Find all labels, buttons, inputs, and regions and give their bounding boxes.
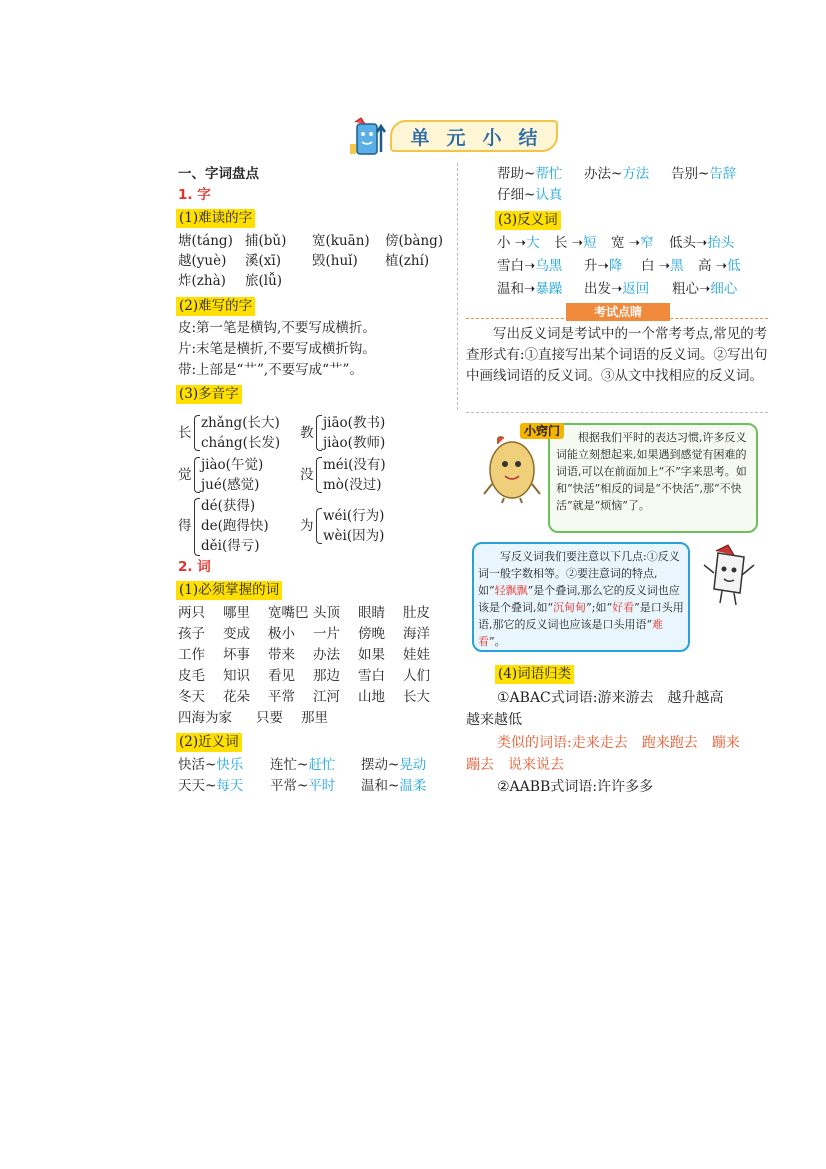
note-segment: ”;如“ xyxy=(586,601,613,614)
answer-word: 暴躁 xyxy=(535,281,563,297)
poly-reading: dé(获得) xyxy=(201,498,256,514)
word: 孩子 xyxy=(178,626,205,642)
pinyin-item: 越(yuè) xyxy=(178,253,227,269)
answer-word: 黑 xyxy=(670,258,684,274)
word: 那边 xyxy=(313,668,340,684)
word: 那里 xyxy=(301,710,328,726)
similar-words xyxy=(497,733,740,753)
brace xyxy=(316,508,322,544)
abac-line-cont: 越来越低 xyxy=(466,712,522,728)
word: 仔细~ xyxy=(497,187,536,203)
note-highlight: 沉甸甸 xyxy=(553,601,587,614)
word: 人们 xyxy=(403,668,430,684)
word: 告别~ xyxy=(671,166,710,182)
hard-write-tag-text: (2)难写的字 xyxy=(176,297,255,316)
word: 两只 xyxy=(178,605,205,621)
poly-reading: zhǎng(长大) xyxy=(201,415,280,431)
note-segment: 写反义词我们要注意以下几点:①反义词一般字数相等。②要注意词的特点,如“ xyxy=(478,550,680,597)
poly-char: 教 xyxy=(300,425,314,441)
word: 帮助~ xyxy=(497,166,536,182)
poly-char: 没 xyxy=(300,467,314,483)
word: 皮毛 xyxy=(178,668,205,684)
word: 冬天 xyxy=(178,689,205,705)
must-learn-tag xyxy=(176,579,282,600)
polyphone-tag xyxy=(176,383,242,404)
potato-mascot-icon xyxy=(478,428,550,504)
word: 办法~ xyxy=(584,166,623,182)
synonym-tag-text: (2)近义词 xyxy=(176,733,242,752)
note-highlight: 好看 xyxy=(612,601,635,614)
word: 高 xyxy=(698,258,712,274)
polyphone-tag-text: (3)多音字 xyxy=(176,385,242,404)
brace xyxy=(194,457,200,493)
card-mascot-icon xyxy=(700,543,760,607)
answer-word: 晃动 xyxy=(399,757,427,773)
hard-read-row xyxy=(178,231,452,251)
exam-text: 写出反义词是考试中的一个常考考点,常见的考查形式有:①直接写出某个词语的反义词。②写出句中画线词语的反义词。③从文中找相应的反义词。 xyxy=(466,326,768,384)
word: 一片 xyxy=(313,626,340,642)
answer-word: 降 xyxy=(608,258,623,274)
poly-char: 为 xyxy=(300,518,314,534)
answer-word: 低 xyxy=(727,258,741,274)
tip-label-text: 小窍门 xyxy=(524,424,561,438)
word: 看见 xyxy=(268,668,295,684)
word: 山地 xyxy=(358,689,385,705)
word: 极小 xyxy=(268,626,295,642)
synonym-row xyxy=(497,164,736,184)
word: 肚皮 xyxy=(403,605,430,621)
poly-reading: méi(没有) xyxy=(323,457,386,473)
word: 出发 xyxy=(584,281,611,297)
word: 升 xyxy=(584,258,598,274)
answer-word: 大 xyxy=(526,235,540,251)
subheading-text: 词 xyxy=(197,559,211,575)
classify-tag xyxy=(495,663,574,684)
title-char: 结 xyxy=(518,126,538,149)
word: 四海为家 xyxy=(178,710,232,726)
word: 白 xyxy=(641,258,655,274)
word: 只要 xyxy=(256,710,283,726)
pinyin-item: 傍(bàng) xyxy=(385,233,444,249)
word: 连忙~ xyxy=(270,757,309,773)
word: 花朵 xyxy=(223,689,250,705)
word: 摆动~ xyxy=(361,757,400,773)
exam-banner xyxy=(566,303,670,321)
answer-word: 每天 xyxy=(216,778,244,794)
pinyin-item: 捕(bǔ) xyxy=(245,233,287,249)
note-highlight: 轻飘飘 xyxy=(494,584,528,597)
word: 带来 xyxy=(268,647,295,663)
poly-reading: jué(感觉) xyxy=(201,477,260,493)
aabb-line: ②AABB式词语:许许多多 xyxy=(497,779,654,795)
word-row xyxy=(178,708,328,728)
poly-reading: děi(得亏) xyxy=(201,538,260,554)
hard-read-tag-text: (1)难读的字 xyxy=(176,209,255,228)
word: 头顶 xyxy=(313,605,340,621)
answer-word: 细心 xyxy=(710,281,738,297)
pinyin-item: 溪(xī) xyxy=(245,253,281,269)
word-row xyxy=(178,645,448,665)
title-char: 小 xyxy=(482,126,502,149)
synonym-row xyxy=(178,776,426,796)
brace xyxy=(316,415,322,451)
word: 温和 xyxy=(497,281,524,297)
answer-word: 帮忙 xyxy=(535,166,563,182)
word: 宽嘴巴 xyxy=(268,605,309,621)
poly-char: 得 xyxy=(178,518,192,534)
synonym-row xyxy=(178,755,426,775)
word: 长大 xyxy=(403,689,430,705)
word: 眼睛 xyxy=(358,605,385,621)
word: 小 xyxy=(497,235,511,251)
antonym-row: 小 ➝大 长 ➝短 宽 ➝窄 低头➝抬头 xyxy=(497,235,735,251)
word: 坏事 xyxy=(223,647,250,663)
poly-reading: jiào(教师) xyxy=(323,435,386,451)
answer-word: 抬头 xyxy=(707,235,735,251)
word: 平常 xyxy=(268,689,295,705)
word: 平常~ xyxy=(270,778,309,794)
title-char: 单 xyxy=(410,126,430,149)
answer-word: 乌黑 xyxy=(535,258,563,274)
antonym-row: 温和➝暴躁 出发➝返回 粗心➝细心 xyxy=(497,281,738,297)
word-row xyxy=(178,666,448,686)
pinyin-item: 塘(táng) xyxy=(178,233,233,249)
brace xyxy=(194,415,200,451)
section-heading-1: 一、字词盘点 xyxy=(178,166,259,182)
brace xyxy=(316,457,322,493)
word: 宽 xyxy=(611,235,625,251)
word: 变成 xyxy=(223,626,250,642)
word: 办法 xyxy=(313,647,340,663)
word: 长 xyxy=(554,235,568,251)
word: 温和~ xyxy=(361,778,400,794)
similar-label: 类似的词语: xyxy=(497,735,572,751)
answer-word: 窄 xyxy=(640,235,654,251)
poly-reading: de(跑得快) xyxy=(201,518,269,534)
answer-word: 返回 xyxy=(622,281,650,297)
similar-words-cont: 蹦去 说来说去 xyxy=(466,757,564,773)
pinyin-item: 毁(huǐ) xyxy=(312,253,358,269)
hard-read-row xyxy=(178,271,312,291)
note-segment: ”是个叠词,那么它的反义词也应该是个叠词,如“ xyxy=(478,584,680,614)
word: 快活~ xyxy=(178,757,217,773)
title-icon xyxy=(345,114,391,160)
answer-word: 快乐 xyxy=(216,757,244,773)
hard-write-line: 片:末笔是横折,不要写成横折钩。 xyxy=(178,341,376,357)
word: 娃娃 xyxy=(403,647,430,663)
answer-word: 告辞 xyxy=(709,166,737,182)
answer-word: 温柔 xyxy=(399,778,427,794)
hard-write-line: 皮:第一笔是横钩,不要写成横折。 xyxy=(178,320,376,336)
hard-write-line: 带:上部是“⺾”,不要写成“艹”。 xyxy=(178,362,363,378)
pinyin-item: 炸(zhà) xyxy=(178,273,226,289)
answer-word: 方法 xyxy=(622,166,650,182)
exam-bottom-divider xyxy=(466,412,768,413)
column-divider xyxy=(457,163,458,410)
hard-write-tag xyxy=(176,295,255,316)
word: 江河 xyxy=(313,689,340,705)
word-row xyxy=(178,687,448,707)
must-learn-tag-text: (1)必须掌握的词 xyxy=(176,581,282,600)
subheading-number: 2. xyxy=(178,559,193,575)
exam-banner-text: 考试点睛 xyxy=(593,305,642,319)
poly-reading: cháng(长发) xyxy=(201,435,281,451)
poly-char: 觉 xyxy=(178,467,192,483)
pinyin-item: 植(zhí) xyxy=(385,253,430,269)
hard-read-tag xyxy=(176,207,255,228)
subheading-zi xyxy=(178,185,211,205)
poly-reading: jiào(午觉) xyxy=(201,457,264,473)
synonym-tag xyxy=(176,731,242,752)
similar-list: 走来走去 跑来跑去 蹦来 xyxy=(571,735,740,751)
classify-tag-text: (4)词语归类 xyxy=(495,665,574,684)
pinyin-item: 旅(lǚ) xyxy=(245,273,283,289)
poly-reading: wèi(因为) xyxy=(323,528,385,544)
word: 知识 xyxy=(223,668,250,684)
word: 天天~ xyxy=(178,778,217,794)
subheading-number: 1. xyxy=(178,187,193,203)
word: 低头 xyxy=(669,235,696,251)
brace xyxy=(194,498,200,556)
answer-word: 认真 xyxy=(535,187,563,203)
subheading-text: 字 xyxy=(197,187,211,203)
hard-read-row xyxy=(178,251,452,271)
note-segment: ”。 xyxy=(489,635,506,648)
poly-reading: jiāo(教书) xyxy=(323,415,386,431)
word: 雪白 xyxy=(497,258,524,274)
poly-reading: wéi(行为) xyxy=(323,508,385,524)
antonym-tag xyxy=(495,209,561,230)
word: 如果 xyxy=(358,647,385,663)
pinyin-item: 宽(kuān) xyxy=(312,233,370,249)
title-banner xyxy=(390,120,558,152)
word-row xyxy=(178,624,448,644)
title-char: 元 xyxy=(446,126,466,149)
note-highlight: 难看 xyxy=(478,618,664,648)
tip-text: 根据我们平时的表达习惯,许多反义词能立刻想起来,如果遇到感觉有困难的词语,可以在前面加上“不”字来思考。如和“快活”相反的词是“不快活”,那“不快活”就是“烦恼”了。 xyxy=(556,431,747,512)
answer-word: 短 xyxy=(583,235,597,251)
subheading-ci xyxy=(178,557,211,577)
answer-word: 平时 xyxy=(308,778,336,794)
note-segment: ”是口头用语,那它的反义词也应该是口头用语“ xyxy=(478,601,684,631)
antonym-tag-text: (3)反义词 xyxy=(495,211,561,230)
word: 雪白 xyxy=(358,668,385,684)
poly-reading: mò(没过) xyxy=(323,477,382,493)
abac-line: ①ABAC式词语:游来游去 越升越高 xyxy=(497,690,724,706)
word: 工作 xyxy=(178,647,205,663)
poly-char: 长 xyxy=(178,425,192,441)
word: 海洋 xyxy=(403,626,430,642)
word-row xyxy=(178,603,448,623)
word: 哪里 xyxy=(223,605,250,621)
word: 傍晚 xyxy=(358,626,385,642)
synonym-row xyxy=(497,185,562,205)
word: 粗心 xyxy=(672,281,699,297)
answer-word: 赶忙 xyxy=(308,757,336,773)
note-text xyxy=(478,548,684,650)
antonym-row: 雪白➝乌黑 升➝降 白 ➝黑 高 ➝低 xyxy=(497,258,741,274)
